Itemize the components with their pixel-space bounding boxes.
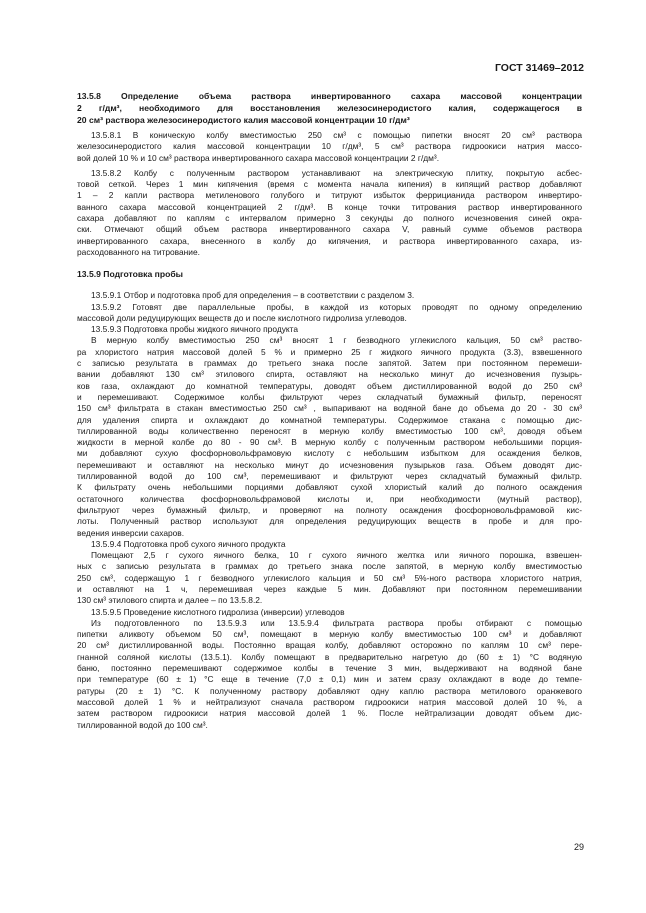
text-line: К фильтрату очень небольшими порциями добавляют сухой хлористый калий до полного осаждения [77,482,582,493]
text-line: 13.5.9.1 Отбор и подготовка проб для определения – в соответствии с разделом 3. [91,290,415,301]
text-line: при температуре (60 ± 1) °С еще в течение (7,0 ± 0,1) мин и затем сразу охлаждают в воде до темпе- [77,674,582,685]
paragraph-13-5-9-5-title [77,607,582,618]
text-line: 13.5.9.5 Проведение кислотного гидролиза (инверсии) углеводов [91,606,345,617]
text-line: пипетки аликвоту объемом 50 см³, помещают в мерную колбу вместимостью 100 см³ и добавляют [77,629,582,640]
section-13-5-9-heading [77,268,582,280]
text-line: тиллированной воды количественно переносят в мерную колбу вместимостью 100 см³, доводя объем [77,425,582,436]
paragraph-13-5-9-3-title [77,324,582,335]
text-line: 150 см³ фильтрата в стакан вместимостью 250 см³ , выпаривают на водяной бане до объема до 20 - 30 см³ [77,403,582,414]
text-line: затем раствором гидроокиси натрия массовой долей 1 %. После нейтрализации доводят объем дис- [77,708,582,719]
text-line: 20 см³ дистиллированной воды. Постоянно вращая колбу, добавляют осторожно по каплям 10 см³ пере- [77,640,582,651]
text-line: 13.5.8 Определение объема раствора инвертированного сахара массовой концентрации [77,91,582,101]
text-line: расходованного на титрование. [77,246,200,257]
text-line: ков газа, охлаждают до комнатной температуры, доводят объем дистиллированной водой до 250 см³ [77,380,582,391]
section-13-5-8-heading [77,90,582,126]
text-line: В мерную колбу вместимостью 250 см³ вносят 1 г безводного углекислого кальция, 50 см³ раство- [91,335,582,346]
text-line: перемешивают и оставляют на несколько минут до исчезновения пузырьков газа. Объем доводят дис- [77,459,582,470]
text-line: товой сеткой. Через 1 мин кипячения (время с момента начала кипения) в кипящий раствор добавляют [77,179,582,190]
text-line: ведения инверсии сахаров. [77,527,185,538]
paragraph-13-5-9-1 [77,290,582,301]
paragraph-13-5-9-3 [77,335,582,538]
text-line: остаточного количества фосфорновольфрамовой кислоты и, при необходимости (мутный раствор), [77,493,582,504]
text-line: Помещают 2,5 г сухого яичного белка, 10 г сухого яичного желтка или яичного порошка, взвешен- [91,550,582,561]
text-line: 250 см³, содержащую 1 г безводного углекислого кальция и 50 см³ 5%-ного раствора хлористого натрия, [77,572,582,583]
text-line: 13.5.8.1 В коническую колбу вместимостью 250 см³ с помощью пипетки вносят 20 см³ раствора [91,130,582,140]
text-line: для удаления спирта и охлаждают до комнатной температуры. Содержимое стакана с помощью дис- [77,414,582,425]
text-line: и перемешивают. Содержимое колбы фильтруют через складчатый бумажный фильтр, переносят [77,391,582,402]
text-line: ра хлористого натрия массовой долей 5 % и примерно 25 г жидкого яичного продукта (3.3), взвешенного [77,346,582,357]
text-line: ми добавляют сухую фосфорновольфрамовую кислоту с небольшим избытком для осаждения белков, [77,448,582,459]
text-line: массовой доли редуцирующих веществ до и после кислотного гидролиза углеводов. [77,312,407,323]
text-line: ных с записью результата в граммах до третьего знака после запятой, в мерную колбу вместимостью [77,561,582,572]
text-line: сахара добавляют по каплям с интервалом примерно 3 секунды до полного исчезновения синей окра- [77,213,582,224]
text-line: Из подготовленного по 13.5.9.3 или 13.5.9.4 фильтрата раствора пробы отбирают с помощью [91,617,582,628]
text-line: 13.5.9.3 Подготовка пробы жидкого яичного продукта [91,324,299,335]
text-line: 13.5.8.2 Колбу с полученным раствором устанавливают на электрическую плитку, покрытую асбес- [91,167,582,178]
page-content [77,90,582,731]
text-line: 13.5.9.4 Подготовка проб сухого яичного продукта [91,538,286,549]
text-line: ванного сахара массовой концентрацией 2 г/дм³. В конце точки титрования раствор инвертированного [77,201,582,212]
text-line: баню, постоянно перемешивают содержимое колбы в течение 3 мин, выдерживают на водяной бане [77,663,582,674]
text-line: 130 см³ этилового спирта и далее – по 13.5.8.2. [77,595,263,606]
text-line: тиллированной водой до 100 см³, перемешивают и фильтруют через складчатый бумажный фильтр. [77,471,582,482]
text-line: фильтруют через бумажный фильтр, и проверяют на полноту осаждения фосфорновольфрамовой кис- [77,504,582,515]
text-line: вании добавляют 130 см³ этилового спирта, оставляют на несколько минут до исчезновения пузырь- [77,369,582,380]
paragraph-13-5-9-4 [77,550,582,606]
text-line: жидкости в мерной колбе до 80 - 90 см³. В мерную колбу с полученным раствором небольшими порция- [77,437,582,448]
text-line: ратуры (20 ± 1) °С. К полученному раствору добавляют одну каплю раствора метилового оранжевого [77,685,582,696]
paragraph-13-5-9-5 [77,618,582,731]
text-line: массовой долей 1 % и нейтрализуют сначала раствором гидроокиси натрия массовой долей 10 %, а [77,696,582,707]
text-line: лоты. Полученный раствор используют для определения редуцирующих веществ в пробе и для про- [77,516,582,527]
text-line: инвертированного сахара, внесенного в колбу до кипячения, и раствора инвертированного сахара, из- [77,235,582,246]
paragraph-13-5-9-2 [77,302,582,325]
text-line: тиллированной водой до 100 см³. [77,719,208,730]
text-line: гнанной соляной кислоты (13.5.1). Колбу помещают в предварительно нагретую до (60 ± 1) °С водяную [77,651,582,662]
section-heading-text: 13.5.9 Подготовка пробы [77,269,183,280]
page-number: 29 [573,842,584,852]
text-line: 1 – 2 капли раствора метиленового голубого и титруют избыток феррицианида раствором инвертиро- [77,190,582,201]
paragraph-13-5-8-1 [77,130,582,164]
text-line: вой долей 10 % и 10 см³ раствора инвертированного сахара массовой концентрации 2 г/дм³. [77,152,440,163]
paragraph-13-5-8-2 [77,168,582,258]
text-line: с записью результата в граммах до третьего знака после запятой. Затем при постоянном перемеши- [77,358,582,369]
text-line: 20 см³ раствора железосинеродистого калия массовой концентрации 10 г/дм³ [77,115,410,125]
text-line: ски. Отмечают общий объем раствора инвертированного сахара V, равный сумме объемов раствора [77,224,582,235]
text-line: 13.5.9.2 Готовят две параллельные пробы, в каждой из которых проводят по одному определению [91,301,582,312]
paragraph-13-5-9-4-title [77,539,582,550]
standard-code: ГОСТ 31469–2012 [494,62,584,74]
text-line: и оставляют на 1 ч, перемешивая через каждые 5 мин. Добавляют при постоянном перемешивании [77,583,582,594]
text-line: железосинеродистого калия массовой концентрации 10 г/дм³, 5 см³ раствора гидроокиси натрия массо- [77,141,582,152]
text-line: 2 г/дм³, необходимого для восстановления железосинеродистого калия, содержащегося в [77,103,582,113]
